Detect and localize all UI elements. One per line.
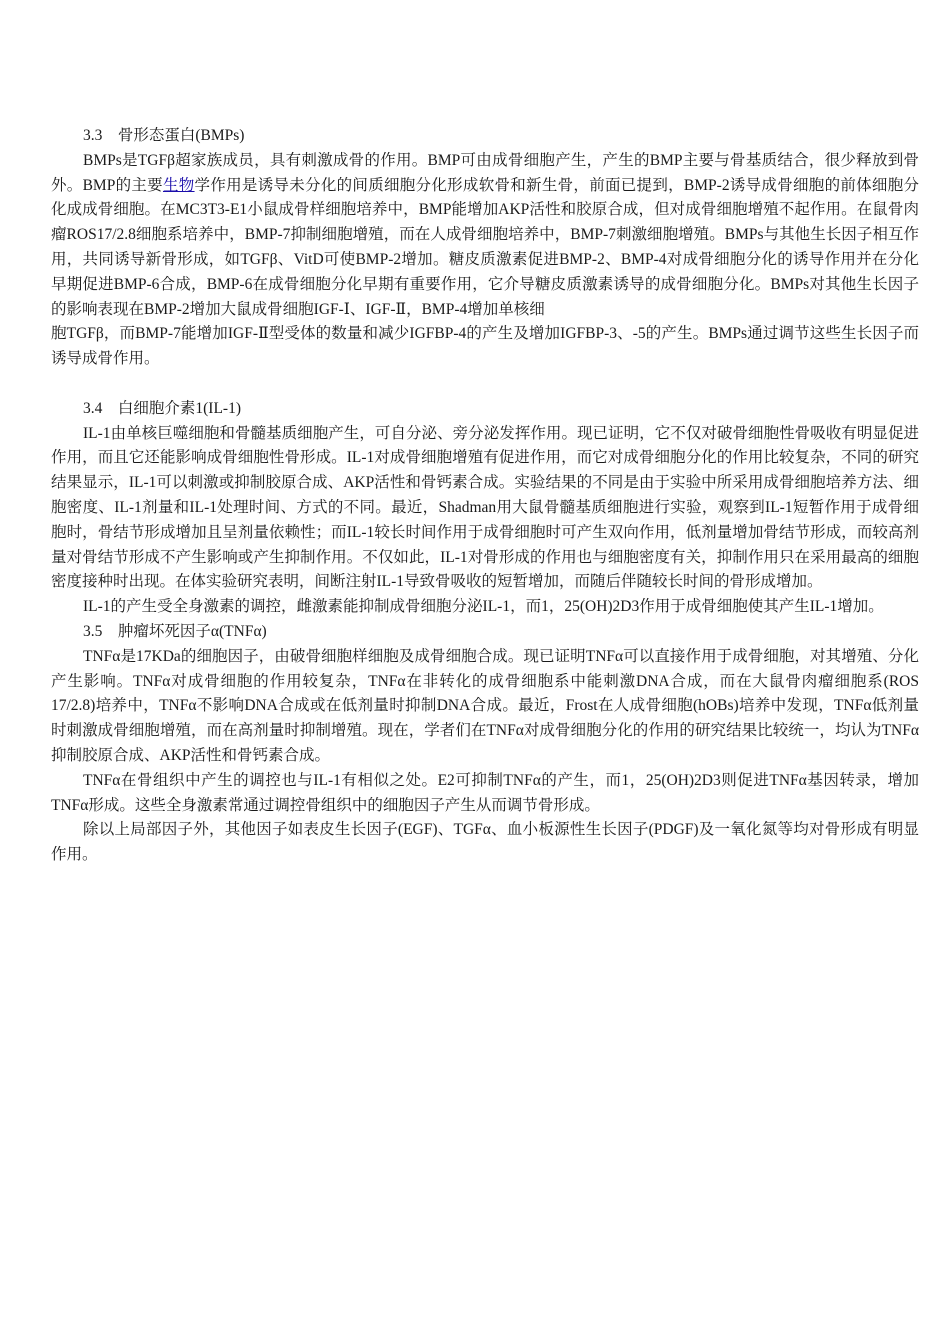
paragraph-tnfa-2: TNFα在骨组织中产生的调控也与IL-1有相似之处。E2可抑制TNFα的产生，而1，25(OH)2D3则促进TNFα基因转录，增加TNFα形成。这些全身激素常通过调控骨组织中的细胞因子产生从而调节骨形成。 <box>51 771 919 814</box>
paragraph-il1-2: IL-1的产生受全身激素的调控，雌激素能抑制成骨细胞分泌IL-1，而1，25(OH)2D3作用于成骨细胞使其产生IL-1增加。 <box>83 598 884 616</box>
paragraph-text: BMPs是TGFβ超家族成员，具有刺激成骨的作用。BMP可由成骨细胞产生，产生的BMP主要与骨基质结合，很少释放到骨外。BMP的主要 <box>51 151 919 194</box>
document-body <box>51 124 919 868</box>
paragraph-bmps-2: 胞TGFβ，而BMP-7能增加IGF-Ⅱ型受体的数量和减少IGFBP-4的产生及增加IGFBP-3、-5的产生。BMPs通过调节这些生长因子而诱导成骨作用。 <box>51 325 919 368</box>
paragraph-text: 学作用是诱导未分化的间质细胞分化形成软骨和新生骨，前面已提到，BMP-2诱导成骨细胞的前体细胞分化成成骨细胞。在MC3T3-E1小鼠成骨样细胞培养中，BMP能增加AKP活性和胶原合成，但对成骨细胞增殖不起作用。在鼠骨肉瘤ROS17/2.8细胞系培养中，BMP-7抑制细胞增殖，而在人成骨细胞培养中，BMP-7刺激细胞增殖。BMPs与其他生长因子相互作用，共同诱导新骨形成，如TGFβ、VitD可使BMP-2增加。糖皮质激素促进BMP-2、BMP-4对成骨细胞分化的诱导作用并在分化早期促进BMP-6合成，BMP-6在成骨细胞分化早期有重要作用，它介导糖皮质激素诱导的成骨细胞分化。BMPs对其他生长因子的影响表现在BMP-2增加大鼠成骨细胞IGF-Ⅰ、IGF-Ⅱ，BMP-4增加单核细 <box>51 176 919 318</box>
section-heading-bmps: 3.3 骨形态蛋白(BMPs) <box>83 127 245 144</box>
section-heading-tnfa: 3.5 肿瘤坏死因子α(TNFα) <box>83 622 267 640</box>
section-spacer <box>51 372 919 397</box>
paragraph-other-factors: 除以上局部因子外，其他因子如表皮生长因子(EGF)、TGFα、血小板源性生长因子(PDGF)及一氧化氮等均对骨形成有明显作用。 <box>51 821 919 864</box>
paragraph-bmps-1 <box>51 149 919 323</box>
paragraph-tnfa-1: TNFα是17KDa的细胞因子，由破骨细胞样细胞及成骨细胞合成。现已证明TNFα可以直接作用于成骨细胞，对其增殖、分化产生影响。TNFα对成骨细胞的作用较复杂，TNFα在非转化的成骨细胞系中能刺激DNA合成，而在大鼠骨肉瘤细胞系(ROS 17/2.8)培养中，TNFα不影响DNA合成或在低剂量时抑制DNA合成。最近，Frost在人成骨细胞(hOBs)培养中发现，TNFα低剂量时刺激成骨细胞增殖，而在高剂量时抑制增殖。现在，学者们在TNFα对成骨细胞分化的作用的研究结果比较统一，均认为TNFα抑制胶原合成、AKP活性和骨钙素合成。 <box>51 647 919 764</box>
section-heading-il1: 3.4 白细胞介素1(IL-1) <box>83 399 241 417</box>
biology-link[interactable]: 生物 <box>162 176 195 194</box>
paragraph-il1-1: IL-1由单核巨噬细胞和骨髓基质细胞产生，可自分泌、旁分泌发挥作用。现已证明，它不仅对破骨细胞性骨吸收有明显促进作用，而且它还能影响成骨细胞性骨形成。IL-1对成骨细胞增殖有促进作用，而它对成骨细胞分化的作用比较复杂，不同的研究结果显示，IL-1可以刺激或抑制胶原合成、AKP活性和骨钙素合成。实验结果的不同是由于实验中所采用成骨细胞培养方法、细胞密度、IL-1剂量和IL-1处理时间、方式的不同。最近，Shadman用大鼠骨髓基质细胞进行实验，观察到IL-1短暂作用于成骨细胞时，骨结节形成增加且呈剂量依赖性；而IL-1较长时间作用于成骨细胞时可产生双向作用，低剂量增加骨结节形成，而较高剂量对骨结节形成不产生影响或产生抑制作用。不仅如此，IL-1对骨形成的作用也与细胞密度有关，抑制作用只在采用最高的细胞密度接种时出现。在体实验研究表明，间断注射IL-1导致骨吸收的短暂增加，而随后伴随较长时间的骨形成增加。 <box>51 424 919 591</box>
